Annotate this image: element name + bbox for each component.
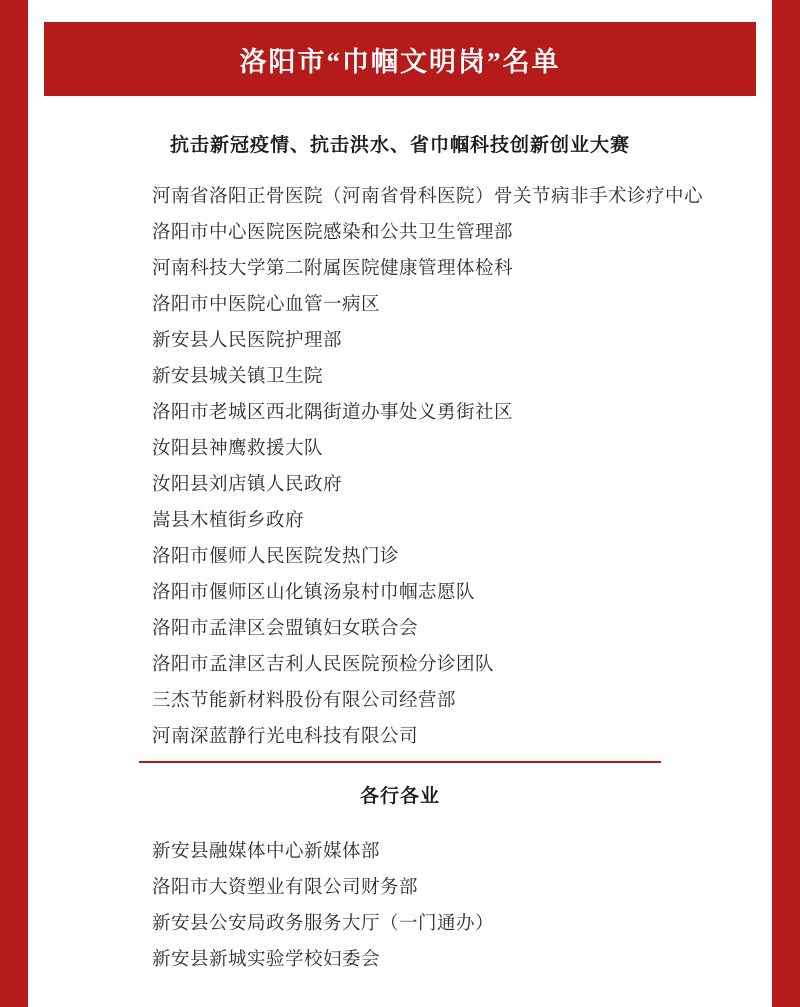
document-content (28, 0, 772, 1007)
right-red-bar (772, 0, 800, 1007)
list-item: 洛阳市老城区西北隅街道办事处义勇街社区 (152, 403, 514, 423)
list-item: 嵩县木植街乡政府 (152, 511, 305, 531)
entry-list-1 (44, 179, 756, 755)
list-item: 洛阳市中心医院医院感染和公共卫生管理部 (152, 223, 514, 243)
left-red-bar (0, 0, 28, 1007)
list-item: 洛阳市偃师人民医院发热门诊 (152, 547, 400, 567)
list-item: 新安县新城实验学校妇委会 (152, 950, 381, 970)
list-item: 洛阳市大资塑业有限公司财务部 (152, 878, 419, 898)
list-item: 洛阳市孟津区会盟镇妇女联合会 (152, 619, 419, 639)
list-body (28, 130, 772, 988)
list-item: 洛阳市中医院心血管一病区 (152, 295, 381, 315)
section-heading-1: 抗击新冠疫情、抗击洪水、省巾帼科技创新创业大赛 (169, 135, 630, 156)
list-item: 汝阳县神鹰救援大队 (152, 439, 324, 459)
title-banner (44, 22, 756, 96)
entry-list-2 (44, 834, 756, 978)
list-item: 洛阳市偃师区山化镇汤泉村巾帼志愿队 (152, 583, 476, 603)
list-item: 河南深蓝静行光电科技有限公司 (152, 727, 419, 747)
list-item: 河南省洛阳正骨医院（河南省骨科医院）骨关节病非手术诊疗中心 (152, 187, 704, 207)
top-white-rule (28, 0, 772, 4)
bottom-spacer (44, 978, 756, 988)
page-title: 洛阳市“巾帼文明岗”名单 (239, 46, 561, 77)
section-heading-2: 各行各业 (359, 786, 440, 807)
list-item: 汝阳县刘店镇人民政府 (152, 475, 343, 495)
section-divider (139, 761, 661, 763)
list-item: 三杰节能新材料股份有限公司经营部 (152, 691, 457, 711)
list-item: 河南科技大学第二附属医院健康管理体检科 (152, 259, 514, 279)
list-item: 新安县人民医院护理部 (152, 331, 343, 351)
list-item: 新安县城关镇卫生院 (152, 367, 324, 387)
list-item: 新安县公安局政务服务大厅（一门通办） (152, 914, 495, 934)
list-item: 洛阳市孟津区吉利人民医院预检分诊团队 (152, 655, 495, 675)
list-item: 新安县融媒体中心新媒体部 (152, 842, 381, 862)
